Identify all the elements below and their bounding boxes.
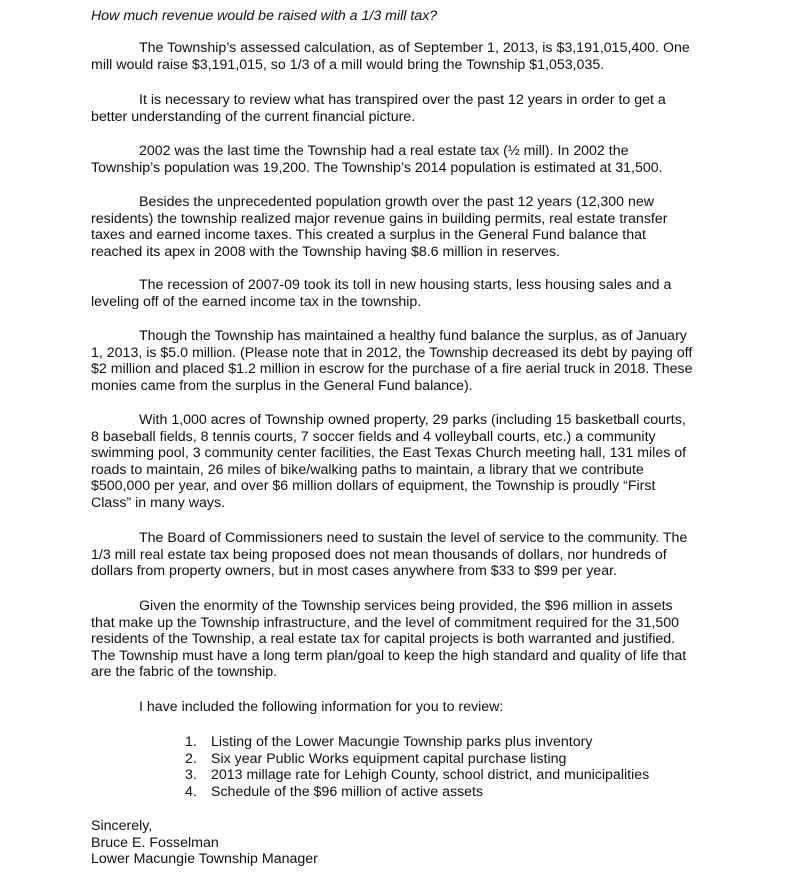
paragraph-review-intro [91,92,791,125]
paragraph-line: Class” in many ways. [91,494,226,511]
paragraph-line: Besides the unprecedented population growth over the past 12 years (12,300 new [139,194,655,210]
list-item [185,751,649,768]
list-item-text: Listing of the Lower Macungie Township parks plus inventory [211,734,593,750]
enclosures-list [185,734,649,800]
paragraph-line: residents) the township realized major revenue gains in building permits, real estate transfer [91,210,668,227]
list-item [185,767,649,784]
closing-salutation: Sincerely, [91,818,153,834]
paragraph-line: Though the Township has maintained a healthy fund balance the surplus, as of January [139,328,687,344]
list-item-number: 2. [185,750,197,767]
paragraph-line: monies came from the surplus in the General Fund balance). [91,377,473,394]
list-item [185,784,649,801]
paragraph-line: 2002 was the last time the Township had a real estate tax (½ mill). In 2002 the [139,143,629,159]
paragraph-line: The Township must have a long term plan/goal to keep the high standard and quality of life that [91,647,687,664]
paragraph-line: roads to maintain, 26 miles of bike/walking paths to maintain, a library that we contribute [91,461,644,478]
paragraph-population-growth [91,194,791,260]
paragraph-line: better understanding of the current financial picture. [91,108,416,125]
paragraph-capital-projects [91,598,791,681]
paragraph-line: are the fabric of the township. [91,664,278,681]
paragraph-line: 1, 2013, is $5.0 million. (Please note that in 2012, the Township decreased its debt by paying off [91,344,693,361]
signature-block [91,818,318,868]
paragraph-line: leveling off of the earned income tax in the township. [91,293,422,310]
paragraph-fund-balance [91,328,791,394]
paragraph-assessed-calculation [91,40,791,73]
paragraph-line: that make up the Township infrastructure, and the level of commitment required for the 31,500 [91,614,680,631]
paragraph-line: 8 baseball fields, 8 tennis courts, 7 soccer fields and 4 volleyball courts, etc.) a community [91,428,656,445]
signer-name: Bruce E. Fosselman [91,834,219,851]
list-item-text: Schedule of the $96 million of active assets [211,783,484,800]
paragraph-line: residents of the Township, a real estate tax for capital projects is both warranted and justified. [91,631,676,648]
list-item-number: 3. [185,767,197,784]
paragraph-line: Given the enormity of the Township services being provided, the $96 million in assets [139,598,673,614]
paragraph-line: I have included the following information for you to review: [139,699,504,715]
paragraph-line: The recession of 2007-09 took its toll in new housing starts, less housing sales and a [139,277,672,293]
paragraph-line: dollars from property owners, but in most cases anywhere from $33 to $99 per year. [91,563,617,580]
paragraph-township-assets [91,412,791,512]
list-item-number: 1. [185,734,197,750]
paragraph-line: The Township’s assessed calculation, as of September 1, 2013, is $3,191,015,400. One [139,40,690,56]
paragraph-line: With 1,000 acres of Township owned property, 29 parks (including 15 basketball courts, [139,412,686,428]
paragraph-board-commissioners [91,530,791,580]
paragraph-line: Township’s population was 19,200. The Township’s 2014 population is estimated at 31,500. [91,159,663,176]
list-item-text: 2013 millage rate for Lehigh County, school district, and municipalities [211,767,650,784]
paragraph-recession [91,277,791,310]
paragraph-line: $2 million and placed $1.2 million in escrow for the purchase of a fire aerial truck in 2018. These [91,361,693,378]
question-heading: How much revenue would be raised with a 1/3 mill tax? [91,8,438,24]
paragraph-line: $500,000 per year, and over $6 million dollars of equipment, the Township is proudly “First [91,478,656,495]
list-item [185,734,649,751]
paragraph-included-info [91,699,791,716]
list-item-number: 4. [185,783,197,800]
paragraph-line: taxes and earned income taxes. This created a surplus in the General Fund balance that [91,227,646,244]
signer-title: Lower Macungie Township Manager [91,851,318,868]
paragraph-line: swimming pool, 3 community center facilities, the East Texas Church meeting hall, 131 miles of [91,445,687,462]
paragraph-2002-tax [91,143,791,176]
list-item-text: Six year Public Works equipment capital purchase listing [211,750,567,767]
paragraph-line: 1/3 mill real estate tax being proposed does not mean thousands of dollars, nor hundreds of [91,546,667,563]
paragraph-line: mill would raise $3,191,015, so 1/3 of a mill would bring the Township $1,053,035. [91,56,605,73]
paragraph-line: The Board of Commissioners need to sustain the level of service to the community. The [139,530,688,546]
paragraph-line: reached its apex in 2008 with the Township having $8.6 million in reserves. [91,243,560,260]
paragraph-line: It is necessary to review what has transpired over the past 12 years in order to get a [139,92,666,108]
